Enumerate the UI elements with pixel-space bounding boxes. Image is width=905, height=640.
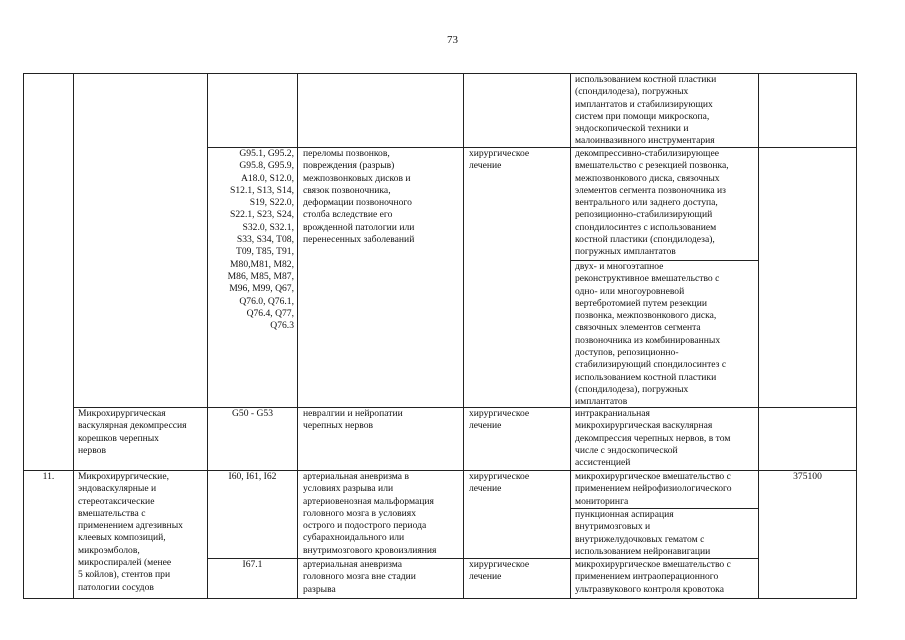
text-line: мониторинга [575, 495, 629, 507]
text-line: стабилизирующий спондилосинтез с [575, 359, 727, 371]
text-line: условиях разрыва или [303, 483, 394, 495]
text-line: 5 койлов), стентов при [78, 569, 171, 581]
text-line: микроэмболов, [78, 544, 140, 556]
text-line: использованием нейронавигации [575, 545, 711, 557]
text-line: A18.0, S12.0, [240, 172, 294, 184]
text-line: использованием костной пластики [575, 74, 717, 85]
text-line: M96, M99, Q67, [229, 283, 294, 295]
row1-intervention-a [575, 148, 757, 259]
text-line: внутрижелудочковых гематом с [575, 533, 705, 545]
text-line: разрыва [303, 583, 336, 595]
text-line: невралгии и нейропатии [303, 408, 403, 419]
text-line: повреждения (разрыв) [303, 160, 395, 172]
text-line: (спондилодеза), погружных [575, 383, 689, 395]
row1-diagnosis [303, 148, 461, 246]
text-line: хирургическое [469, 559, 530, 570]
text-line: элементов сегмента позвоночника из [575, 184, 726, 196]
text-line: связочных элементов сегмента [575, 322, 701, 334]
text-line: эндоскопической техники и [575, 123, 689, 135]
row3-procedure-name [78, 471, 206, 594]
text-line: погружных имплантатов [575, 246, 676, 258]
text-line: Микрохирургические, [78, 471, 169, 482]
text-line: применением интраоперационного [575, 571, 719, 583]
text-line: декомпрессивно-стабилизирующее [575, 148, 719, 159]
text-line: хирургическое [469, 408, 530, 419]
text-line: Q76.4, Q77, [246, 307, 294, 319]
text-line: S32.0, S32.1, [242, 221, 294, 233]
row3-sub2-diagnosis [303, 559, 461, 596]
text-line: позвонка, межпозвонкового диска, [575, 310, 717, 322]
text-line: врожденной патологии или [303, 221, 415, 233]
text-line: острого и подострого периода [303, 520, 427, 532]
text-line: внутримозговых и [575, 521, 651, 533]
text-line: артериальная аневризма в [303, 471, 409, 482]
text-line: лечение [469, 160, 502, 172]
text-line: систем при помощи микроскопа, [575, 110, 710, 122]
text-line: репозиционно-стабилизирующий [575, 209, 713, 221]
text-line: использованием костной пластики [575, 371, 717, 383]
text-line: лечение [469, 483, 502, 495]
text-line: доступов, репозиционно- [575, 347, 679, 359]
row3-sub2-icd-codes [209, 559, 296, 571]
text-line: позвоночника из комбинированных [575, 334, 721, 346]
text-line: нервов [78, 444, 106, 456]
text-line: связок позвоночника, [303, 184, 391, 196]
text-line: S22.1, S23, S24, [230, 209, 294, 221]
text-line: ассистенцией [575, 457, 631, 469]
row2-intervention [575, 408, 757, 469]
row2-treatment-type [469, 408, 567, 433]
text-line: интракраниальная [575, 408, 650, 419]
text-line: корешков черепных [78, 432, 159, 444]
text-line: патологии сосудов [78, 581, 154, 593]
text-line: артериальная аневризма [303, 559, 403, 570]
text-line: стереотаксические [78, 495, 155, 507]
text-line: Q76.3 [270, 320, 294, 332]
text-line: I67.1 [242, 559, 263, 570]
text-line: Q76.0, Q76.1, [239, 295, 294, 307]
row3-sub2-intervention [575, 559, 757, 596]
text-line: субарахноидального или [303, 532, 405, 544]
text-line: Микрохирургическая [78, 408, 166, 419]
text-line: черепных нервов [303, 420, 374, 432]
text-line: S33, S34, T08, [236, 234, 294, 246]
text-line: S12.1, S13, S14, [230, 184, 294, 196]
text-line: хирургическое [469, 148, 530, 159]
text-line: костной пластики (спондилодеза), [575, 234, 715, 246]
text-line: I60, I61, I62 [228, 471, 277, 482]
text-line: 375100 [793, 471, 822, 482]
row3-sub1-treatment-type [469, 471, 567, 496]
text-line: лечение [469, 571, 502, 583]
row3-sub1-icd-codes [209, 471, 296, 483]
row3-sub1-diagnosis [303, 471, 461, 557]
text-line: применением нейрофизиологического [575, 483, 732, 495]
row3-sub1-intervention-a [575, 471, 757, 508]
text-line: реконструктивное вмешательство с [575, 273, 720, 285]
text-line: декомпрессия черепных нервов, в том [575, 432, 731, 444]
text-line: внутримозгового кровоизлияния [303, 544, 437, 556]
text-line: одно- или многоуровневой [575, 285, 685, 297]
text-line: G50 - G53 [231, 408, 274, 419]
row3-tariff [760, 471, 855, 483]
text-line: переломы позвонков, [303, 148, 390, 159]
text-line: двух- и многоэтапное [575, 261, 664, 272]
text-line: перенесенных заболеваний [303, 234, 415, 246]
row3-item-number [25, 471, 72, 483]
text-line: вертебротомией путем резекции [575, 297, 708, 309]
text-line: G95.1, G95.2, [239, 148, 294, 159]
text-line: вмешательства с [78, 507, 146, 519]
page-number: 73 [447, 34, 458, 46]
row2-icd-codes [209, 408, 296, 420]
text-line: деформации позвоночного [303, 197, 412, 209]
text-line: имплантатов и стабилизирующих [575, 98, 713, 110]
row1-treatment-type [469, 148, 567, 173]
text-line: головного мозга вне стадии [303, 571, 416, 583]
text-line: васкулярная декомпрессия [78, 420, 187, 432]
text-line: (спондилодеза), погружных [575, 86, 689, 98]
text-line: хирургическое [469, 471, 530, 482]
text-line: микрохирургическое вмешательство с [575, 471, 731, 482]
text-line: G95.8, G95.9, [239, 160, 294, 172]
text-line: микрохирургическая васкулярная [575, 420, 713, 432]
text-line: имплантатов [575, 396, 628, 408]
text-line: T09, T85, T91, [235, 246, 294, 258]
text-line: столба вследствие его [303, 209, 393, 221]
row3-sub1-intervention-b [575, 509, 757, 558]
text-line: микрохирургическое вмешательство с [575, 559, 731, 570]
text-line: лечение [469, 420, 502, 432]
text-line: микроспиралей (менее [78, 557, 172, 569]
text-line: 11. [42, 471, 55, 482]
row2-diagnosis [303, 408, 461, 433]
text-line: артериовенозная мальформация [303, 495, 434, 507]
text-line: эндоваскулярные и [78, 483, 157, 495]
row3-sub2-treatment-type [469, 559, 567, 584]
text-line: головного мозга в условиях [303, 507, 416, 519]
row2-procedure-name [78, 408, 206, 457]
text-line: клеевых композиций, [78, 532, 166, 544]
row1-icd-codes [209, 148, 294, 332]
text-line: пункционная аспирация [575, 509, 674, 520]
text-line: спондилосинтез с использованием [575, 221, 717, 233]
text-line: M80,M81, M82, [230, 258, 294, 270]
text-line: ультразвукового контроля кровотока [575, 583, 724, 595]
text-line: S19, S22.0, [249, 197, 294, 209]
text-line: M86, M85, M87, [227, 270, 294, 282]
row0-intervention [575, 74, 757, 148]
text-line: числе с эндоскопической [575, 444, 678, 456]
text-line: применением адгезивных [78, 520, 183, 532]
text-line: вмешательство с резекцией позвонка, [575, 160, 729, 172]
text-line: межпозвонковых дисков и [303, 172, 411, 184]
row1-intervention-b [575, 261, 757, 409]
text-line: вентрального или заднего доступа, [575, 197, 718, 209]
text-line: межпозвонкового диска, связочных [575, 172, 720, 184]
text-line: малоинвазивного инструментария [575, 135, 715, 147]
